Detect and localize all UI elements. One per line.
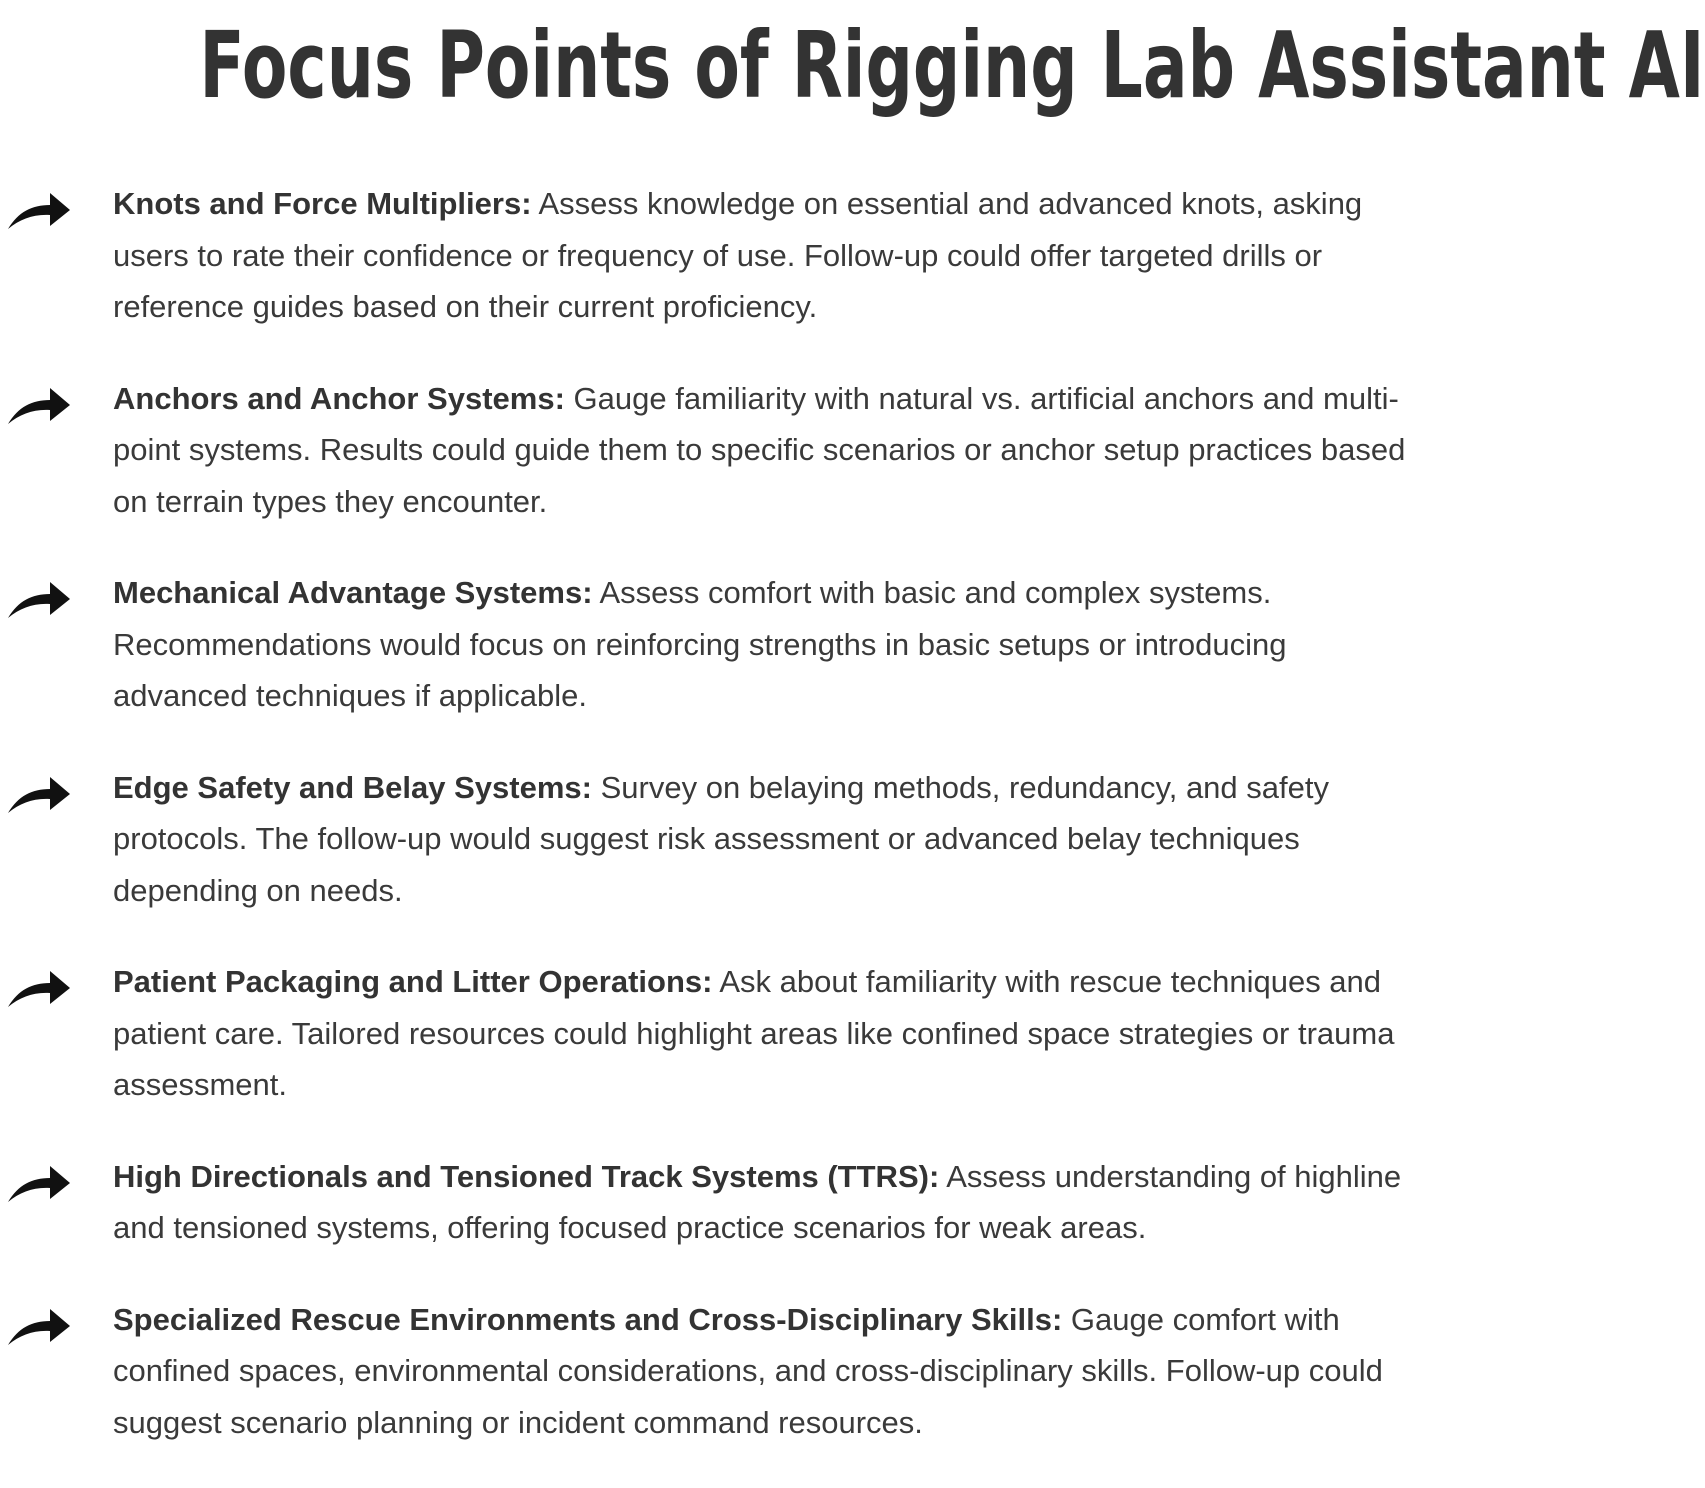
focus-point-description: Gauge comfort with confined spaces, environmental considerations, and cross-disciplinary skills. Follow-up could suggest scenario planning or incident command resources. bbox=[113, 1302, 1383, 1440]
focus-point-heading: Patient Packaging and Litter Operations: bbox=[113, 964, 712, 999]
arrow-right-icon bbox=[6, 1161, 72, 1205]
focus-point-text bbox=[113, 567, 1413, 722]
arrow-right-icon bbox=[6, 1304, 72, 1348]
focus-point-heading: Specialized Rescue Environments and Cross-Disciplinary Skills: bbox=[113, 1302, 1062, 1337]
focus-point-heading: Mechanical Advantage Systems: bbox=[113, 575, 593, 610]
focus-points-list bbox=[0, 178, 1424, 1488]
focus-point-description: Ask about familiarity with rescue techniques and patient care. Tailored resources could highlight areas like confined space strategies or trauma assessment. bbox=[113, 964, 1394, 1102]
focus-point-heading: Anchors and Anchor Systems: bbox=[113, 381, 565, 416]
focus-point-text bbox=[113, 762, 1413, 917]
arrow-right-icon bbox=[6, 577, 72, 621]
focus-point-heading: High Directionals and Tensioned Track Systems (TTRS): bbox=[113, 1159, 939, 1194]
focus-point-text bbox=[113, 178, 1413, 333]
list-item bbox=[0, 1151, 1424, 1294]
focus-point-description: Assess comfort with basic and complex systems. Recommendations would focus on reinforcing strengths in basic setups or introducing advanced techniques if applicable. bbox=[113, 575, 1286, 713]
list-item bbox=[0, 1294, 1424, 1488]
list-item bbox=[0, 373, 1424, 568]
list-item bbox=[0, 178, 1424, 373]
arrow-right-icon bbox=[6, 772, 72, 816]
list-item bbox=[0, 956, 1424, 1151]
focus-point-text bbox=[113, 1294, 1413, 1449]
focus-point-heading: Edge Safety and Belay Systems: bbox=[113, 770, 592, 805]
list-item bbox=[0, 762, 1424, 957]
focus-point-description: Survey on belaying methods, redundancy, and safety protocols. The follow-up would suggest risk assessment or advanced belay techniques depending on needs. bbox=[113, 770, 1329, 908]
page-title: Focus Points of Rigging Lab Assistant AI bbox=[199, 8, 1224, 124]
arrow-right-icon bbox=[6, 966, 72, 1010]
list-item bbox=[0, 567, 1424, 762]
arrow-right-icon bbox=[6, 188, 72, 232]
focus-point-description: Assess knowledge on essential and advanced knots, asking users to rate their confidence or frequency of use. Follow-up could offer targeted drills or reference guides based on their current proficiency. bbox=[113, 186, 1362, 324]
arrow-right-icon bbox=[6, 383, 72, 427]
focus-point-text bbox=[113, 1151, 1413, 1254]
focus-point-heading: Knots and Force Multipliers: bbox=[113, 186, 532, 221]
focus-point-description: Assess understanding of highline and tensioned systems, offering focused practice scenarios for weak areas. bbox=[113, 1159, 1401, 1246]
focus-point-text bbox=[113, 373, 1413, 528]
focus-point-description: Gauge familiarity with natural vs. artificial anchors and multi-point systems. Results could guide them to specific scenarios or anchor setup practices based on terrain types they encounter. bbox=[113, 381, 1405, 519]
focus-point-text bbox=[113, 956, 1413, 1111]
